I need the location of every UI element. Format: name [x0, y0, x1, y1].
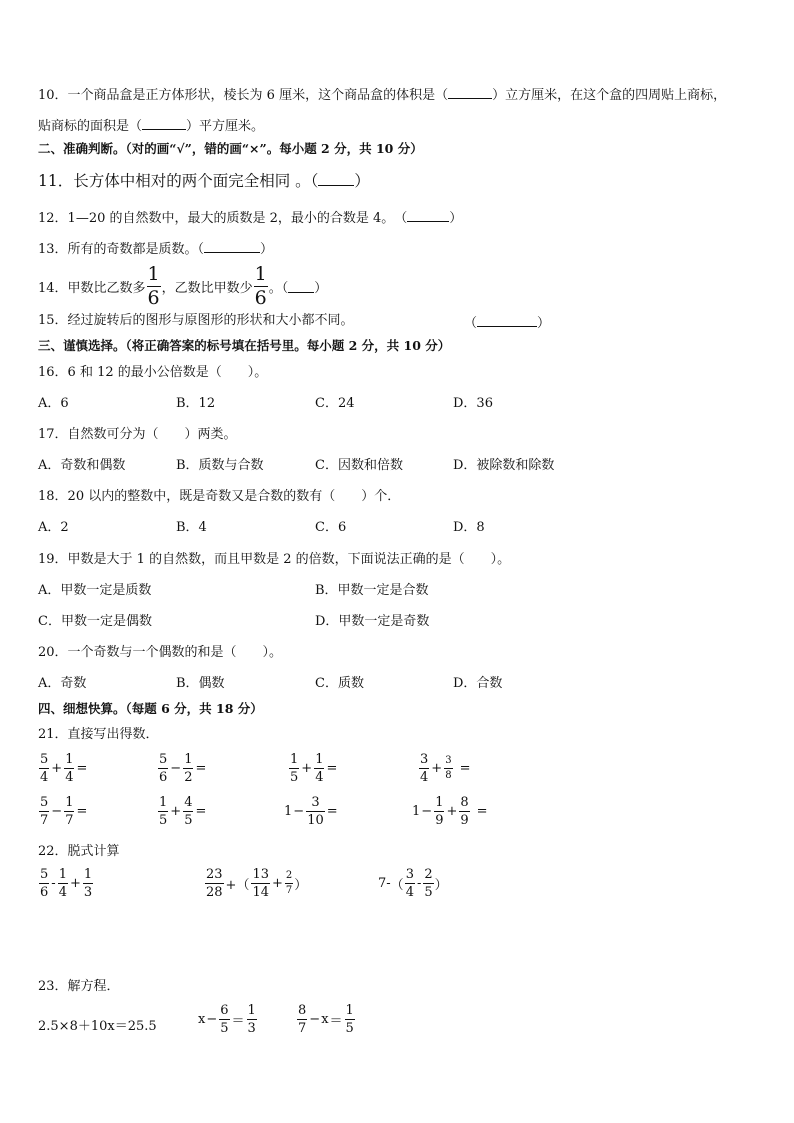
fraction: $\frac{5}{6}$ [159, 752, 168, 785]
question-16: 16．6 和 12 的最小公倍数是（ ）。 [38, 365, 268, 380]
fraction: $\frac{5}{7}$ [40, 795, 49, 828]
option-b[interactable]: B．偶数 [176, 676, 225, 691]
option-c[interactable]: C．甲数一定是偶数 [38, 614, 152, 629]
question-21: 21．直接写出得数． [38, 727, 159, 742]
calc-expression: $\frac{5}{6}$ - $\frac{1}{4}$ + $\frac{1}{3}$ [40, 867, 93, 900]
fraction: $\frac{1}{4}$ [58, 867, 67, 900]
fraction: $\frac{3}{4}$ [405, 867, 414, 900]
fraction: $\frac{1}{5}$ [290, 752, 299, 785]
question-14: 14．甲数比乙数多 $\frac{1}{6}$ ，乙数比甲数少 $\frac{1}{6}$ 。（ ） [38, 263, 328, 309]
section-4-heading: 四、细想快算。（每题 6 分，共 18 分） [38, 701, 263, 716]
question-11: 11．长方体中相对的两个面完全相同 。（ ） [38, 172, 370, 190]
option-a[interactable]: A．奇数和偶数 [38, 458, 126, 473]
equation: $\frac{8}{7}$ − x ＝ $\frac{1}{5}$ [298, 1003, 354, 1036]
fraction: $\frac{13}{14}$ [252, 867, 269, 900]
question-10-line1: 10．一个商品盒是正方体形状，棱长为 6 厘米，这个商品盒的体积是（ ）立方厘米，在这个盒的四周贴上商标， [38, 88, 727, 103]
fraction: $\frac{8}{9}$ [460, 795, 469, 828]
calc-expression: $\frac{5}{7}$ − $\frac{1}{7}$ = [40, 795, 88, 828]
fraction: $\frac{6}{5}$ [220, 1003, 229, 1036]
fraction: $\frac{1}{3}$ [83, 867, 93, 900]
option-d[interactable]: D．被除数和除数 [453, 458, 555, 473]
fraction: $\frac{3}{4}$ [420, 752, 429, 785]
question-19: 19．甲数是大于 1 的自然数，而且甲数是 2 的倍数，下面说法正确的是（ ）。 [38, 552, 511, 567]
calc-expression: $\frac{23}{28}$ +（ $\frac{13}{14}$ + $\frac{2}{7}$ ） [206, 867, 308, 900]
fraction: $\frac{1}{9}$ [435, 795, 444, 828]
equation: x − $\frac{6}{5}$ ＝ $\frac{1}{3}$ [198, 1003, 256, 1036]
calc-expression: $\frac{5}{4}$ + $\frac{1}{4}$ = [40, 752, 88, 785]
question-15-answer: （ ） [464, 316, 551, 331]
option-d[interactable]: D．8 [453, 520, 485, 535]
equation: 2.5×8＋10x＝25.5 [38, 1018, 157, 1034]
option-b[interactable]: B．甲数一定是合数 [315, 583, 429, 598]
option-c[interactable]: C．24 [315, 396, 355, 411]
question-20: 20．一个奇数与一个偶数的和是（ ）。 [38, 645, 283, 660]
option-b[interactable]: B．质数与合数 [176, 458, 264, 473]
option-d[interactable]: D．36 [453, 396, 493, 411]
fraction: $\frac{1}{2}$ [184, 752, 193, 785]
section-2-heading: 二、准确判断。（对的画“√”，错的画“×”。每小题 2 分，共 10 分） [38, 141, 423, 156]
answer-blank[interactable] [318, 173, 354, 186]
answer-blank[interactable] [448, 86, 492, 99]
fraction: $\frac{2}{7}$ [285, 870, 293, 896]
option-a[interactable]: A．2 [38, 520, 69, 535]
option-d[interactable]: D．合数 [453, 676, 503, 691]
fraction: $\frac{1}{6}$ [147, 263, 160, 309]
question-18: 18．20 以内的整数中，既是奇数又是合数的数有（ ）个． [38, 489, 401, 504]
question-12: 12．1—20 的自然数中，最大的质数是 2，最小的合数是 4。 （ ） [38, 211, 463, 226]
option-b[interactable]: B．4 [176, 520, 207, 535]
fraction: $\frac{1}{7}$ [65, 795, 74, 828]
answer-blank[interactable] [407, 209, 449, 222]
answer-blank[interactable] [142, 117, 186, 130]
fraction: $\frac{8}{7}$ [298, 1003, 307, 1036]
calc-expression: 1 − $\frac{1}{9}$ + $\frac{8}{9}$ = [412, 795, 488, 828]
calc-expression: $\frac{1}{5}$ + $\frac{1}{4}$ = [290, 752, 338, 785]
option-b[interactable]: B．12 [176, 396, 216, 411]
calc-expression: 1 − $\frac{3}{10}$ = [284, 795, 338, 828]
fraction: $\frac{3}{8}$ [445, 755, 452, 781]
answer-blank[interactable] [288, 280, 314, 293]
calc-expression: $\frac{1}{5}$ + $\frac{4}{5}$ = [159, 795, 207, 828]
option-c[interactable]: C．6 [315, 520, 347, 535]
fraction: $\frac{1}{4}$ [315, 752, 324, 785]
question-22: 22．脱式计算 [38, 844, 120, 859]
fraction: $\frac{1}{3}$ [247, 1003, 256, 1036]
fraction: $\frac{4}{5}$ [184, 795, 193, 828]
option-c[interactable]: C．因数和倍数 [315, 458, 403, 473]
fraction: $\frac{5}{6}$ [40, 867, 49, 900]
fraction: $\frac{1}{5}$ [345, 1003, 354, 1036]
option-c[interactable]: C．质数 [315, 676, 364, 691]
fraction: $\frac{2}{5}$ [424, 867, 433, 900]
question-10-line2: 贴商标的面积是（ ）平方厘米。 [38, 119, 265, 134]
option-a[interactable]: A．奇数 [38, 676, 87, 691]
fraction: $\frac{5}{4}$ [40, 752, 49, 785]
option-a[interactable]: A．6 [38, 396, 69, 411]
question-13: 13．所有的奇数都是质数。（ ） [38, 242, 274, 257]
question-15: 15．经过旋转后的图形与原图形的形状和大小都不同。 [38, 313, 354, 328]
fraction: $\frac{1}{4}$ [65, 752, 74, 785]
question-17: 17．自然数可分为（ ）两类。 [38, 427, 237, 442]
option-a[interactable]: A．甲数一定是质数 [38, 583, 152, 598]
fraction: $\frac{3}{10}$ [307, 795, 324, 828]
option-d[interactable]: D．甲数一定是奇数 [315, 614, 430, 629]
fraction: $\frac{1}{5}$ [159, 795, 168, 828]
answer-blank[interactable] [477, 314, 537, 327]
calc-expression: 7- （ $\frac{3}{4}$ - $\frac{2}{5}$ ） [378, 867, 448, 900]
fraction: $\frac{23}{28}$ [206, 867, 223, 900]
answer-blank[interactable] [204, 240, 260, 253]
calc-expression: $\frac{5}{6}$ − $\frac{1}{2}$ = [159, 752, 207, 785]
fraction: $\frac{1}{6}$ [254, 263, 267, 309]
calc-expression: $\frac{3}{4}$ + $\frac{3}{8}$ = [420, 752, 471, 785]
question-23: 23．解方程． [38, 979, 120, 994]
section-3-heading: 三、谨慎选择。（将正确答案的标号填在括号里。每小题 2 分，共 10 分） [38, 338, 451, 353]
